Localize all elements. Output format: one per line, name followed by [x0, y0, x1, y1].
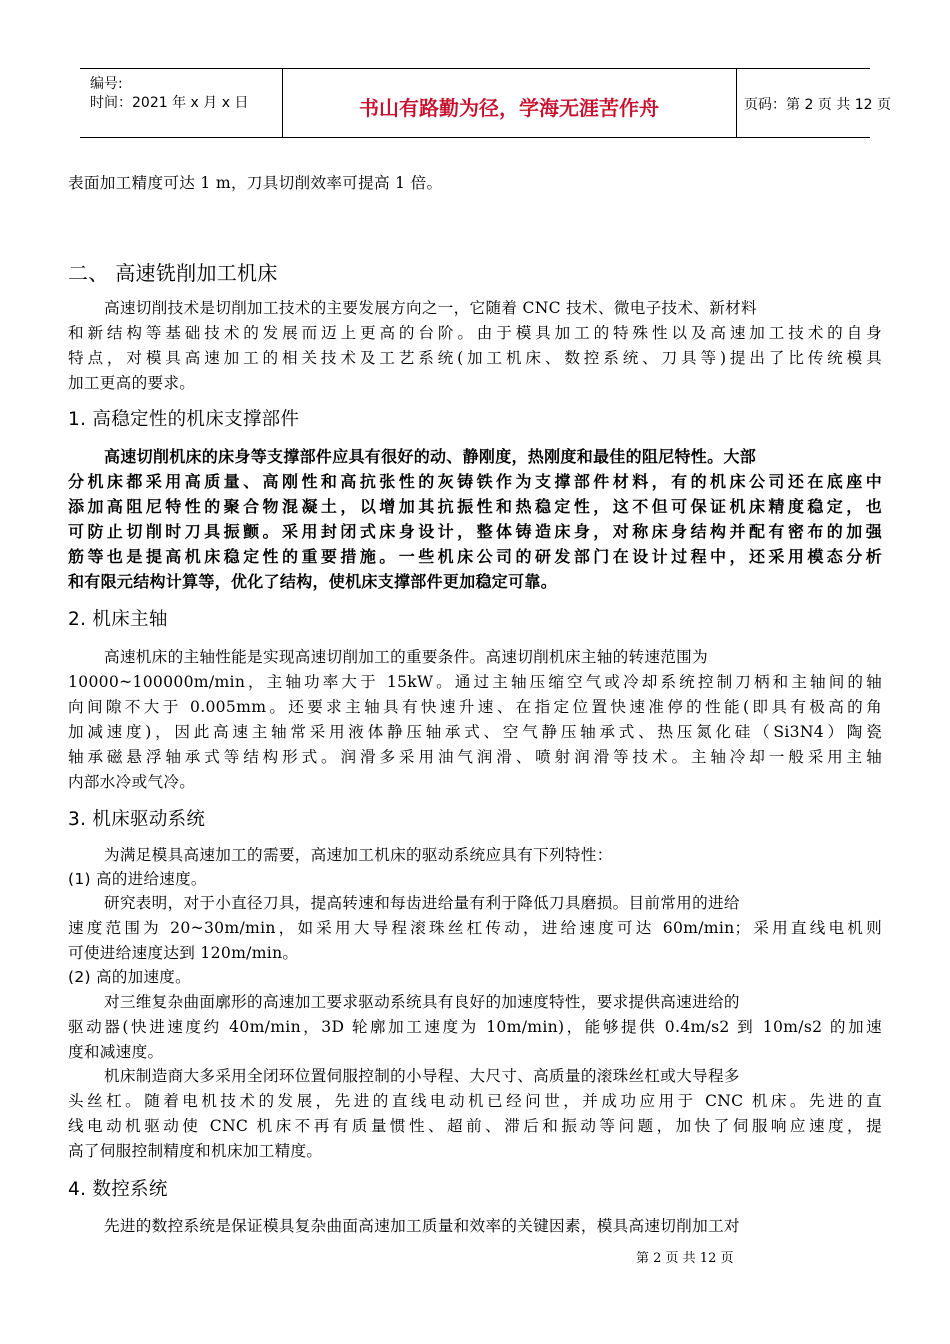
paragraph-line: 先进的数控系统是保证模具复杂曲面高速加工质量和效率的关键因素，模具高速切削加工对 — [104, 1217, 740, 1235]
document-number-label: 编号: — [90, 76, 123, 92]
list-item-heading: (2) 高的加速度。 — [68, 968, 191, 986]
paragraph-line: 头丝杠。随着电机技术的发展，先进的直线电动机已经问世，并成功应用于 CNC 机床。先进的直 — [68, 1092, 882, 1110]
paragraph-line: 添加高阻尼特性的聚合物混凝土，以增加其抗振性和热稳定性，这不但可保证机床精度稳定，也 — [68, 497, 882, 516]
header-right-cell — [736, 69, 891, 137]
subsection-heading: 4. 数控系统 — [68, 1179, 168, 1200]
paragraph-line: 可防止切削时刀具振颤。采用封闭式床身设计，整体铸造床身，对称床身结构并配有密布的加强 — [68, 522, 882, 541]
header-left-cell — [80, 69, 283, 137]
paragraph-line: 加减速度)，因此高速主轴常采用液体静压轴承式、空气静压轴承式、热压氮化硅（Si3N4）陶瓷 — [68, 723, 882, 741]
paragraph-line: 特点，对模具高速加工的相关技术及工艺系统(加工机床、数控系统、刀具等)提出了比传统模具 — [68, 349, 882, 367]
header-motto: 书山有路勤为径，学海无涯苦作舟 — [359, 96, 659, 120]
intro-line: 表面加工精度可达 1 m，刀具切削效率可提高 1 倍。 — [68, 174, 443, 192]
paragraph-line: 对三维复杂曲面廓形的高速加工要求驱动系统具有良好的加速度特性，要求提供高速进给的 — [104, 993, 740, 1011]
list-item-heading: (1) 高的进给速度。 — [68, 870, 207, 888]
paragraph-line: 速度范围为 20~30m/min，如采用大导程滚珠丝杠传动，进给速度可达 60m/min；采用直线电机则 — [68, 919, 882, 937]
paragraph-line: 高速切削机床的床身等支撑部件应具有很好的动、静刚度，热刚度和最佳的阻尼特性。大部 — [104, 447, 757, 466]
paragraph-line: 高速机床的主轴性能是实现高速切削加工的重要条件。高速切削机床主轴的转速范围为 — [104, 648, 708, 666]
paragraph-line: 分机床都采用高质量、高刚性和高抗张性的灰铸铁作为支撑部件材料，有的机床公司还在底座中 — [68, 472, 882, 491]
document-date: 时间：2021 年 x 月 x 日 — [90, 95, 249, 111]
paragraph-line: 和新结构等基础技术的发展而迈上更高的台阶。由于模具加工的特殊性以及高速加工技术的自身 — [68, 324, 882, 342]
subsection-heading: 1. 高稳定性的机床支撑部件 — [68, 409, 300, 430]
paragraph-line: 轴承磁悬浮轴承式等结构形式。润滑多采用油气润滑、喷射润滑等技术。主轴冷却一般采用主轴 — [68, 748, 882, 766]
paragraph-line: 度和减速度。 — [68, 1043, 164, 1061]
paragraph-line: 10000~100000m/min，主轴功率大于 15kW。通过主轴压缩空气或冷却系统控制刀柄和主轴间的轴 — [68, 673, 882, 691]
header-middle-cell — [282, 69, 737, 137]
header-page-info: 页码：第 2 页 共 12 页 — [744, 97, 891, 113]
paragraph-line: 驱动器(快进速度约 40m/min，3D 轮廓加工速度为 10m/min)，能够提供 0.4m/s2 到 10m/s2 的加速 — [68, 1018, 882, 1036]
paragraph-line: 线电动机驱动使 CNC 机床不再有质量惯性、超前、滞后和振动等问题，加快了伺服响应速度，提 — [68, 1117, 882, 1135]
paragraph-line: 加工更高的要求。 — [68, 374, 196, 392]
paragraph-line: 筋等也是提高机床稳定性的重要措施。一些机床公司的研发部门在设计过程中，还采用模态分析 — [68, 547, 882, 566]
paragraph-line: 机床制造商大多采用全闭环位置伺服控制的小导程、大尺寸、高质量的滚珠丝杠或大导程多 — [104, 1067, 740, 1085]
subsection-heading: 2. 机床主轴 — [68, 609, 168, 630]
paragraph-line: 可使进给速度达到 120m/min。 — [68, 944, 299, 962]
paragraph-line: 和有限元结构计算等，优化了结构，使机床支撑部件更加稳定可靠。 — [68, 572, 558, 591]
paragraph-line: 为满足模具高速加工的需要，高速加工机床的驱动系统应具有下列特性： — [104, 846, 613, 864]
paragraph-line: 向间隙不大于 0.005mm。还要求主轴具有快速升速、在指定位置快速准停的性能(即具有极高的角 — [68, 698, 882, 716]
subsection-heading: 3. 机床驱动系统 — [68, 809, 206, 830]
paragraph-line: 高速切削技术是切削加工技术的主要发展方向之一，它随着 CNC 技术、微电子技术、新材料 — [104, 299, 757, 317]
header-table — [80, 68, 891, 138]
paragraph-line: 内部水冷或气冷。 — [68, 773, 196, 791]
section-heading: 二、 高速铣削加工机床 — [68, 261, 278, 285]
page-footer: 第 2 页 共 12 页 — [636, 1251, 734, 1266]
paragraph-line: 高了伺服控制精度和机床加工精度。 — [68, 1142, 323, 1160]
paragraph-line: 研究表明，对于小直径刀具，提高转速和每齿进给量有利于降低刀具磨损。目前常用的进给 — [104, 894, 740, 912]
